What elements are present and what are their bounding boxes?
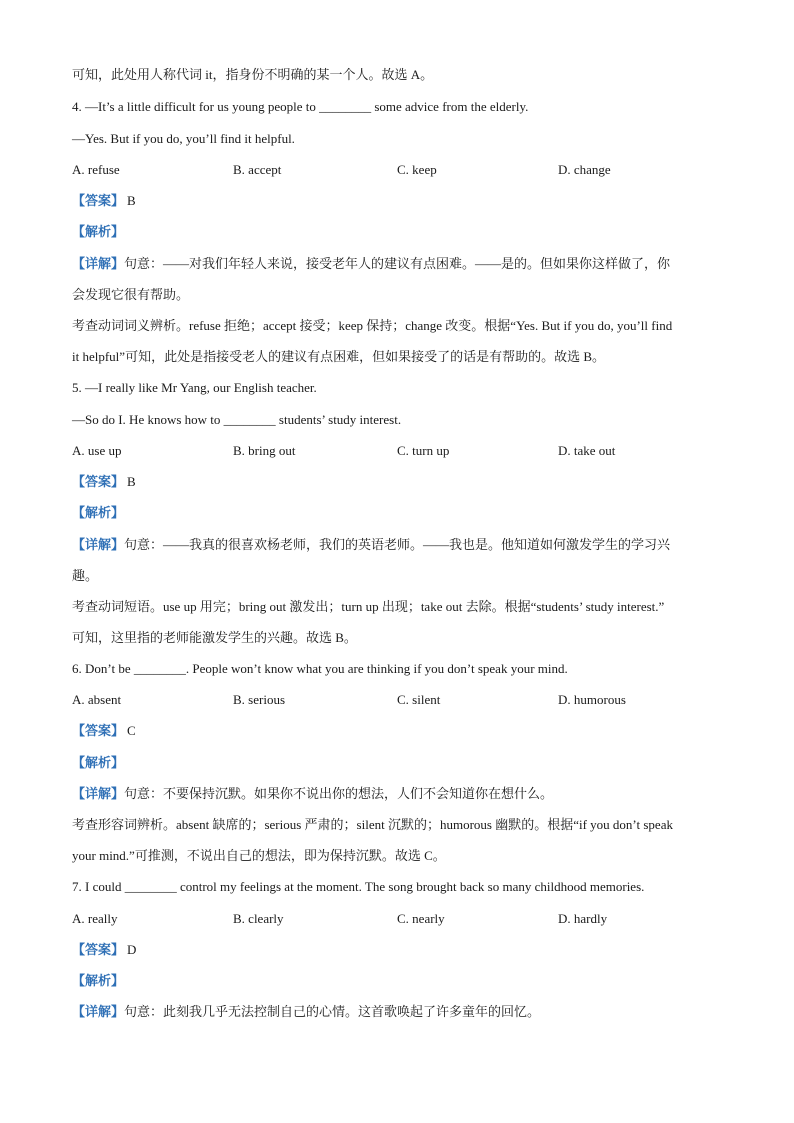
question-7-option-a: A. really [72, 911, 118, 926]
question-5-option-d: D. take out [558, 443, 616, 458]
intro-text: 可知，此处用人称代词 it，指身份不明确的某一个人。故选 A。 [72, 67, 434, 82]
answer-label: 答案 [85, 475, 112, 490]
question-5-stem: 5. —I really like Mr Yang, our English teacher. [72, 380, 317, 395]
question-4-detail-line-4: it helpful”可知，此处是指接受老人的建议有点困难，但如果接受了的话是有帮助的。故选 B。 [72, 349, 605, 364]
question-5-answer: 【答案】 B [72, 474, 136, 490]
answer-value: B [127, 193, 136, 208]
detail-text: 句意：此刻我几乎无法控制自己的心情。这首歌唤起了许多童年的回忆。 [124, 1004, 541, 1019]
question-6-detail-line-1: 【详解】句意：不要保持沉默。如果你不说出你的想法，人们不会知道你在想什么。 [72, 786, 554, 802]
question-6-stem: 6. Don’t be ________. People won’t know what you are thinking if you don’t speak your mind. [72, 661, 568, 676]
answer-label: 答案 [85, 194, 112, 209]
question-7-detail-line-1: 【详解】句意：此刻我几乎无法控制自己的心情。这首歌唤起了许多童年的回忆。 [72, 1004, 541, 1020]
question-4-stem: 4. —It’s a little difficult for us young people to ________ some advice from the elderly. [72, 99, 529, 114]
question-5-analysis-heading: 【解析】 [72, 506, 125, 521]
question-7-option-b: B. clearly [233, 911, 284, 926]
question-6-option-d: D. humorous [558, 692, 626, 707]
question-4-detail-line-2: 会发现它很有帮助。 [72, 287, 190, 302]
question-4-detail-line-3: 考查动词词义辨析。refuse 拒绝；accept 接受；keep 保持；change 改变。根据“Yes. But if you do, you’ll find [72, 318, 673, 333]
detail-label: 详解 [85, 1005, 112, 1020]
question-7-option-c: C. nearly [397, 911, 445, 926]
analysis-label: 解析 [85, 756, 112, 771]
question-6-detail-line-3: your mind.”可推测，不说出自己的想法，即为保持沉默。故选 C。 [72, 848, 446, 863]
question-4-option-d: D. change [558, 162, 611, 177]
question-5-stem-reply: —So do I. He knows how to ________ students’ study interest. [72, 412, 402, 427]
question-5-option-b: B. bring out [233, 443, 296, 458]
question-7-option-d: D. hardly [558, 911, 608, 926]
detail-text: 句意：不要保持沉默。如果你不说出你的想法，人们不会知道你在想什么。 [124, 786, 554, 801]
question-7-analysis-heading: 【解析】 [72, 974, 125, 989]
question-5-detail-line-2: 趣。 [72, 568, 99, 583]
question-5-option-a: A. use up [72, 443, 122, 458]
question-7-stem: 7. I could ________ control my feelings at the moment. The song brought back so many childhood memories. [72, 879, 645, 894]
question-5-option-c: C. turn up [397, 443, 450, 458]
question-4-option-b: B. accept [233, 162, 282, 177]
question-6-option-a: A. absent [72, 692, 122, 707]
answer-label: 答案 [85, 724, 112, 739]
answer-value: B [127, 474, 136, 489]
analysis-label: 解析 [85, 506, 112, 521]
question-4-answer: 【答案】 B [72, 193, 136, 209]
answer-value: C [127, 723, 136, 738]
question-7-answer: 【答案】 D [72, 942, 137, 958]
answer-label: 答案 [85, 943, 112, 958]
question-4-option-c: C. keep [397, 162, 437, 177]
analysis-label: 解析 [85, 974, 112, 989]
question-6-answer: 【答案】 C [72, 723, 136, 739]
detail-label: 详解 [85, 538, 112, 553]
detail-text: 句意：——我真的很喜欢杨老师，我们的英语老师。——我也是。他知道如何激发学生的学习兴 [124, 537, 671, 552]
question-6-analysis-heading: 【解析】 [72, 756, 125, 771]
detail-text: 句意：——对我们年轻人来说，接受老年人的建议有点困难。——是的。但如果你这样做了，你 [124, 256, 671, 271]
detail-label: 详解 [85, 787, 112, 802]
question-5-detail-line-4: 可知，这里指的老师能激发学生的兴趣。故选 B。 [72, 630, 357, 645]
detail-label: 详解 [85, 257, 112, 272]
question-6-option-b: B. serious [233, 692, 285, 707]
question-6-option-c: C. silent [397, 692, 441, 707]
question-5-detail-line-3: 考查动词短语。use up 用完；bring out 激发出；turn up 出现；take out 去除。根据“students’ study interest.” [72, 599, 665, 614]
question-5-detail-line-1: 【详解】句意：——我真的很喜欢杨老师，我们的英语老师。——我也是。他知道如何激发学生的学习兴 [72, 537, 671, 553]
analysis-label: 解析 [85, 225, 112, 240]
question-4-analysis-heading: 【解析】 [72, 225, 125, 240]
question-4-stem-reply: —Yes. But if you do, you’ll find it helpful. [72, 131, 295, 146]
answer-value: D [127, 942, 137, 957]
question-4-option-a: A. refuse [72, 162, 120, 177]
question-4-detail-line-1: 【详解】句意：——对我们年轻人来说，接受老年人的建议有点困难。——是的。但如果你这样做了，你 [72, 256, 671, 272]
question-6-detail-line-2: 考查形容词辨析。absent 缺席的；serious 严肃的；silent 沉默的；humorous 幽默的。根据“if you don’t speak [72, 817, 673, 832]
